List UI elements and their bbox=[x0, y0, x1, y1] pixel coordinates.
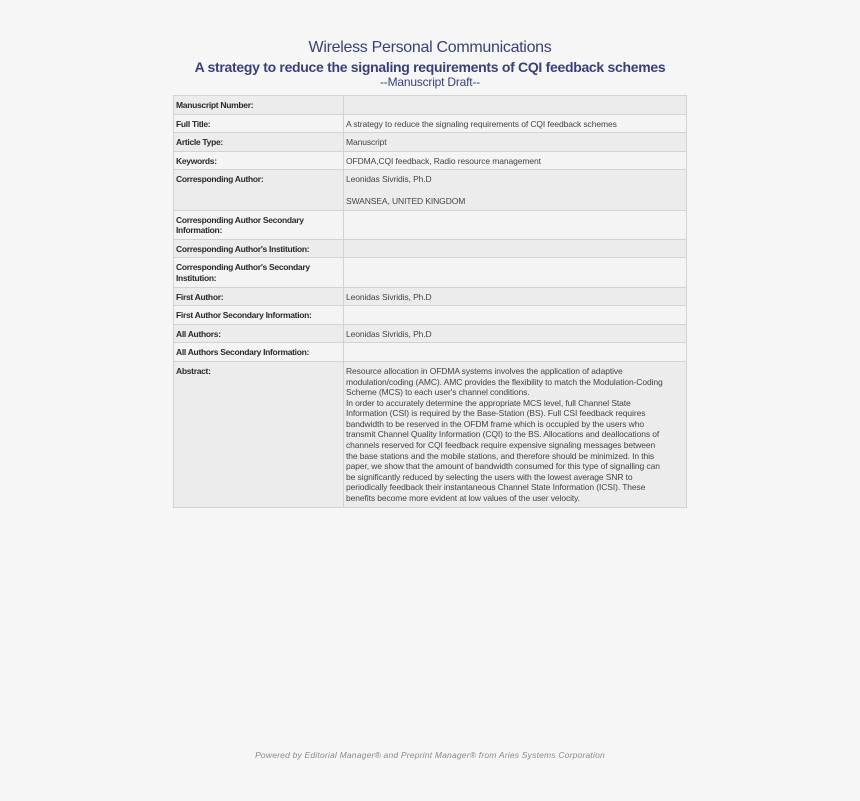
abstract-line: periodically feedback their instantaneous Channel State Information (ICSI). These bbox=[346, 482, 646, 493]
value-corr-author-secondary-institution bbox=[344, 258, 687, 287]
label-corr-author-institution: Corresponding Author's Institution: bbox=[174, 239, 344, 258]
footer-powered-by: Powered by Editorial Manager® and Preprint Manager® from Aries Systems Corporation bbox=[255, 750, 605, 760]
abstract-line: paper, we show that the amount of bandwidth consumed for this type of signalling can bbox=[346, 461, 660, 472]
label-first-author-secondary: First Author Secondary Information: bbox=[174, 306, 344, 325]
abstract-line: bandwidth to be reserved in the OFDM frame which is occupied by the users who bbox=[346, 418, 644, 429]
row-corr-author-secondary bbox=[174, 210, 687, 239]
row-all-authors bbox=[174, 324, 687, 343]
row-full-title bbox=[174, 114, 687, 133]
abstract-line: channels reserved for CQI feedback require expensive signaling messages between bbox=[346, 440, 656, 451]
value-corresponding-author bbox=[344, 170, 687, 210]
label-manuscript-number: Manuscript Number: bbox=[174, 96, 344, 115]
abstract-line: Information (CSI) is required by the Base-Station (BS). Full CSI feedback requires bbox=[346, 408, 646, 419]
value-all-authors: Leonidas Sivridis, Ph.D bbox=[344, 324, 687, 343]
row-first-author-secondary bbox=[174, 306, 687, 325]
value-article-type: Manuscript bbox=[344, 133, 687, 152]
value-corr-author-institution bbox=[344, 239, 687, 258]
label-first-author: First Author: bbox=[174, 287, 344, 306]
abstract-line: In order to accurately determine the appropriate MCS level, full Channel State bbox=[346, 397, 631, 408]
abstract-line: modulation/coding (AMC). AMC provides the flexibility to match the Modulation-Coding bbox=[346, 376, 663, 387]
label-corr-author-secondary: Corresponding Author Secondary Information: bbox=[174, 210, 344, 239]
value-first-author-secondary bbox=[344, 306, 687, 325]
value-first-author: Leonidas Sivridis, Ph.D bbox=[344, 287, 687, 306]
value-all-authors-secondary bbox=[344, 343, 687, 362]
journal-title: Wireless Personal Communications bbox=[308, 39, 552, 56]
label-article-type: Article Type: bbox=[174, 133, 344, 152]
row-article-type bbox=[174, 133, 687, 152]
row-corresponding-author bbox=[174, 170, 687, 210]
value-full-title: A strategy to reduce the signaling requirements of CQI feedback schemes bbox=[344, 114, 687, 133]
row-abstract bbox=[174, 361, 687, 507]
abstract-line: Resource allocation in OFDMA systems involves the application of adaptive bbox=[346, 365, 623, 376]
label-all-authors-secondary: All Authors Secondary Information: bbox=[174, 343, 344, 362]
row-corr-author-institution bbox=[174, 239, 687, 258]
row-all-authors-secondary bbox=[174, 343, 687, 362]
label-full-title: Full Title: bbox=[174, 114, 344, 133]
row-keywords bbox=[174, 151, 687, 170]
abstract-line: be significantly reduced by selecting the users with the lowest average SNR to bbox=[346, 471, 633, 482]
abstract-line: benefits become more evident at low values of the user velocity. bbox=[346, 493, 580, 504]
row-corr-author-secondary-institution bbox=[174, 258, 687, 287]
document-header bbox=[0, 38, 860, 88]
label-all-authors: All Authors: bbox=[174, 324, 344, 343]
value-keywords: OFDMA,CQI feedback, Radio resource management bbox=[344, 151, 687, 170]
abstract-line: the base stations and the mobile stations, and therefore should be minimized. In this bbox=[346, 450, 655, 461]
draft-label: --Manuscript Draft-- bbox=[379, 75, 480, 89]
value-manuscript-number bbox=[344, 96, 687, 115]
row-first-author bbox=[174, 287, 687, 306]
label-keywords: Keywords: bbox=[174, 151, 344, 170]
manuscript-title: A strategy to reduce the signaling requirements of CQI feedback schemes bbox=[194, 59, 666, 75]
abstract-line: transmit Channel Quality Information (CQI) to the BS. Allocations and deallocations of bbox=[346, 429, 660, 440]
corresponding-author-location: SWANSEA, UNITED KINGDOM bbox=[346, 195, 466, 206]
manuscript-metadata-table bbox=[173, 95, 687, 508]
value-abstract bbox=[344, 361, 687, 507]
abstract-line: Scheme (MCS) to each user's channel conditions. bbox=[346, 387, 530, 398]
label-corr-author-secondary-institution: Corresponding Author's Secondary Institution: bbox=[174, 258, 344, 287]
label-corresponding-author: Corresponding Author: bbox=[174, 170, 344, 210]
row-manuscript-number bbox=[174, 96, 687, 115]
value-corr-author-secondary bbox=[344, 210, 687, 239]
label-abstract: Abstract: bbox=[174, 361, 344, 507]
corresponding-author-name: Leonidas Sivridis, Ph.D bbox=[346, 174, 432, 185]
